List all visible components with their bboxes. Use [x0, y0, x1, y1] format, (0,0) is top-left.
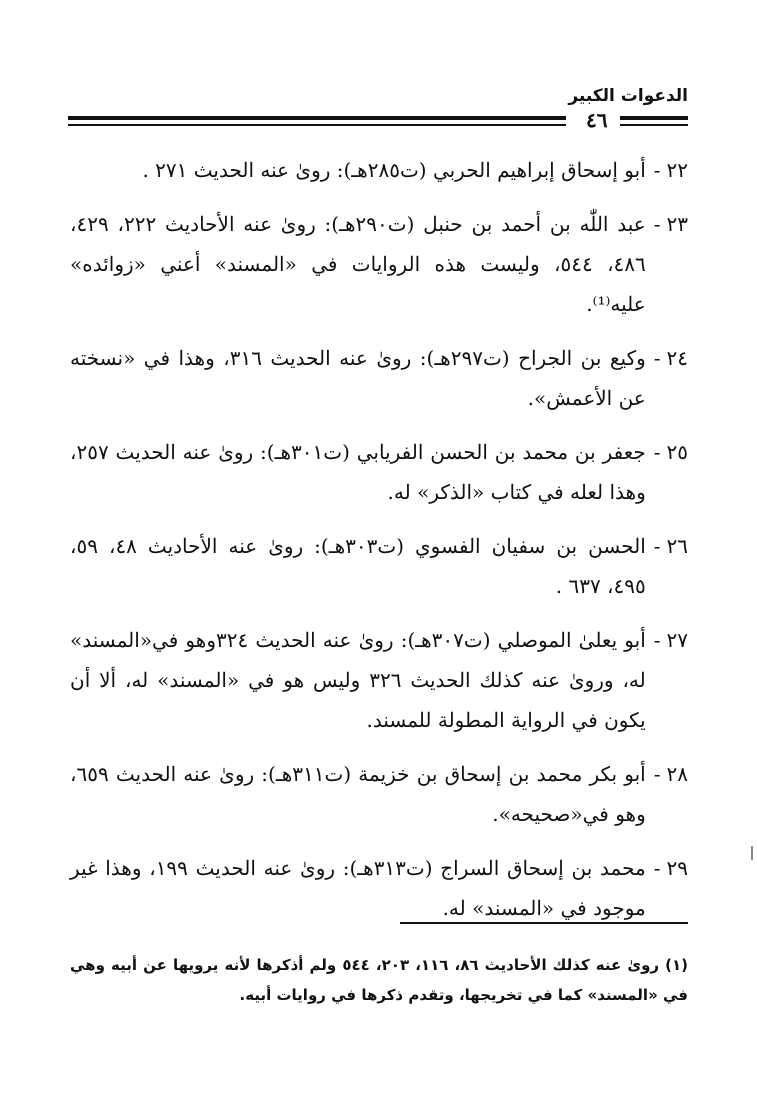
entry-number: ٢٧	[666, 628, 688, 652]
entry-text: الحسن بن سفيان الفسوي (ت٣٠٣هـ): رویٰ عنه الأحاديث ٤٨، ٥٩، ٤٩٥، ٦٣٧ .	[70, 534, 646, 598]
list-item	[70, 204, 688, 324]
header-rule-long-thick	[68, 116, 566, 120]
entry-dash: -	[653, 212, 661, 236]
entry-text: عبد اللّٰه بن أحمد بن حنبل (ت٢٩٠هـ): رویٰ عنه الأحاديث ٢٢٢، ٤٢٩، ٤٨٦، ٥٤٤، وليست هذه الروايات في «المسند» أعني «زوائده» عليه⁽¹⁾.	[70, 212, 646, 316]
entry-dash: -	[653, 628, 661, 652]
footnote: (١) رویٰ عنه كذلك الأحاديث ٨٦، ١١٦، ٢٠٣، ٥٤٤ ولم أذكرها لأنه يرويها عن أبيه وهي في «المسند» كما في تخريجها، وتقدم ذكرها في روايات أبيه.	[70, 956, 689, 1004]
entry-number: ٢٥	[666, 440, 688, 464]
list-item	[70, 754, 688, 834]
entry-number: ٢٣	[666, 212, 688, 236]
entry-dash: -	[653, 762, 661, 786]
entry-dash: -	[653, 856, 661, 880]
entry-number: ٢٨	[666, 762, 688, 786]
entry-number: ٢٤	[666, 346, 688, 370]
list-item	[70, 432, 688, 512]
entry-text: وكيع بن الجراح (ت٢٩٧هـ): رویٰ عنه الحديث ٣١٦، وهذا في «نسخته عن الأعمش».	[70, 346, 646, 410]
list-item	[70, 620, 688, 740]
list-item	[70, 848, 688, 928]
running-title: الدعوات الكبير	[568, 86, 688, 106]
narrator-list	[70, 150, 688, 942]
entry-number: ٢٩	[666, 856, 688, 880]
header-rule-short-thick	[620, 116, 688, 120]
entry-dash: -	[653, 346, 661, 370]
entry-text: أبو إسحاق إبراهيم الحربي (ت٢٨٥هـ): رویٰ عنه الحديث ٢٧١ .	[142, 158, 646, 182]
header-rule-long-thin	[68, 124, 566, 126]
entry-text: جعفر بن محمد بن الحسن الفريابي (ت٣٠١هـ): رویٰ عنه الحديث ٢٥٧، وهذا لعله في كتاب «الذكر» له.	[70, 440, 646, 504]
entry-text: أبو يعلىٰ الموصلي (ت٣٠٧هـ): رویٰ عنه الحديث ٣٢٤وهو في«المسند» له، ورویٰ عنه كذلك الحديث ٣٢٦ وليس هو في «المسند» له، ألا أن يكون في الرواية المطولة للمسند.	[70, 628, 646, 732]
list-item	[70, 526, 688, 606]
list-item	[70, 150, 688, 190]
entry-number: ٢٢	[666, 158, 688, 182]
entry-dash: -	[653, 440, 661, 464]
footnote-separator	[400, 922, 688, 924]
entry-dash: -	[653, 534, 661, 558]
entry-dash: -	[653, 158, 661, 182]
list-item	[70, 338, 688, 418]
page-header	[68, 78, 688, 138]
page-number: ٤٦	[586, 108, 608, 132]
entry-number: ٢٦	[666, 534, 688, 558]
entry-text: أبو بكر محمد بن إسحاق بن خزيمة (ت٣١١هـ): رویٰ عنه الحديث ٦٥٩، وهو في«صحيحه».	[70, 762, 646, 826]
header-rule-short-thin	[620, 124, 688, 126]
entry-text: محمد بن إسحاق السراج (ت٣١٣هـ): رویٰ عنه الحديث ١٩٩، وهذا غير موجود في «المسند» له.	[70, 856, 646, 920]
scan-mark	[751, 846, 753, 860]
